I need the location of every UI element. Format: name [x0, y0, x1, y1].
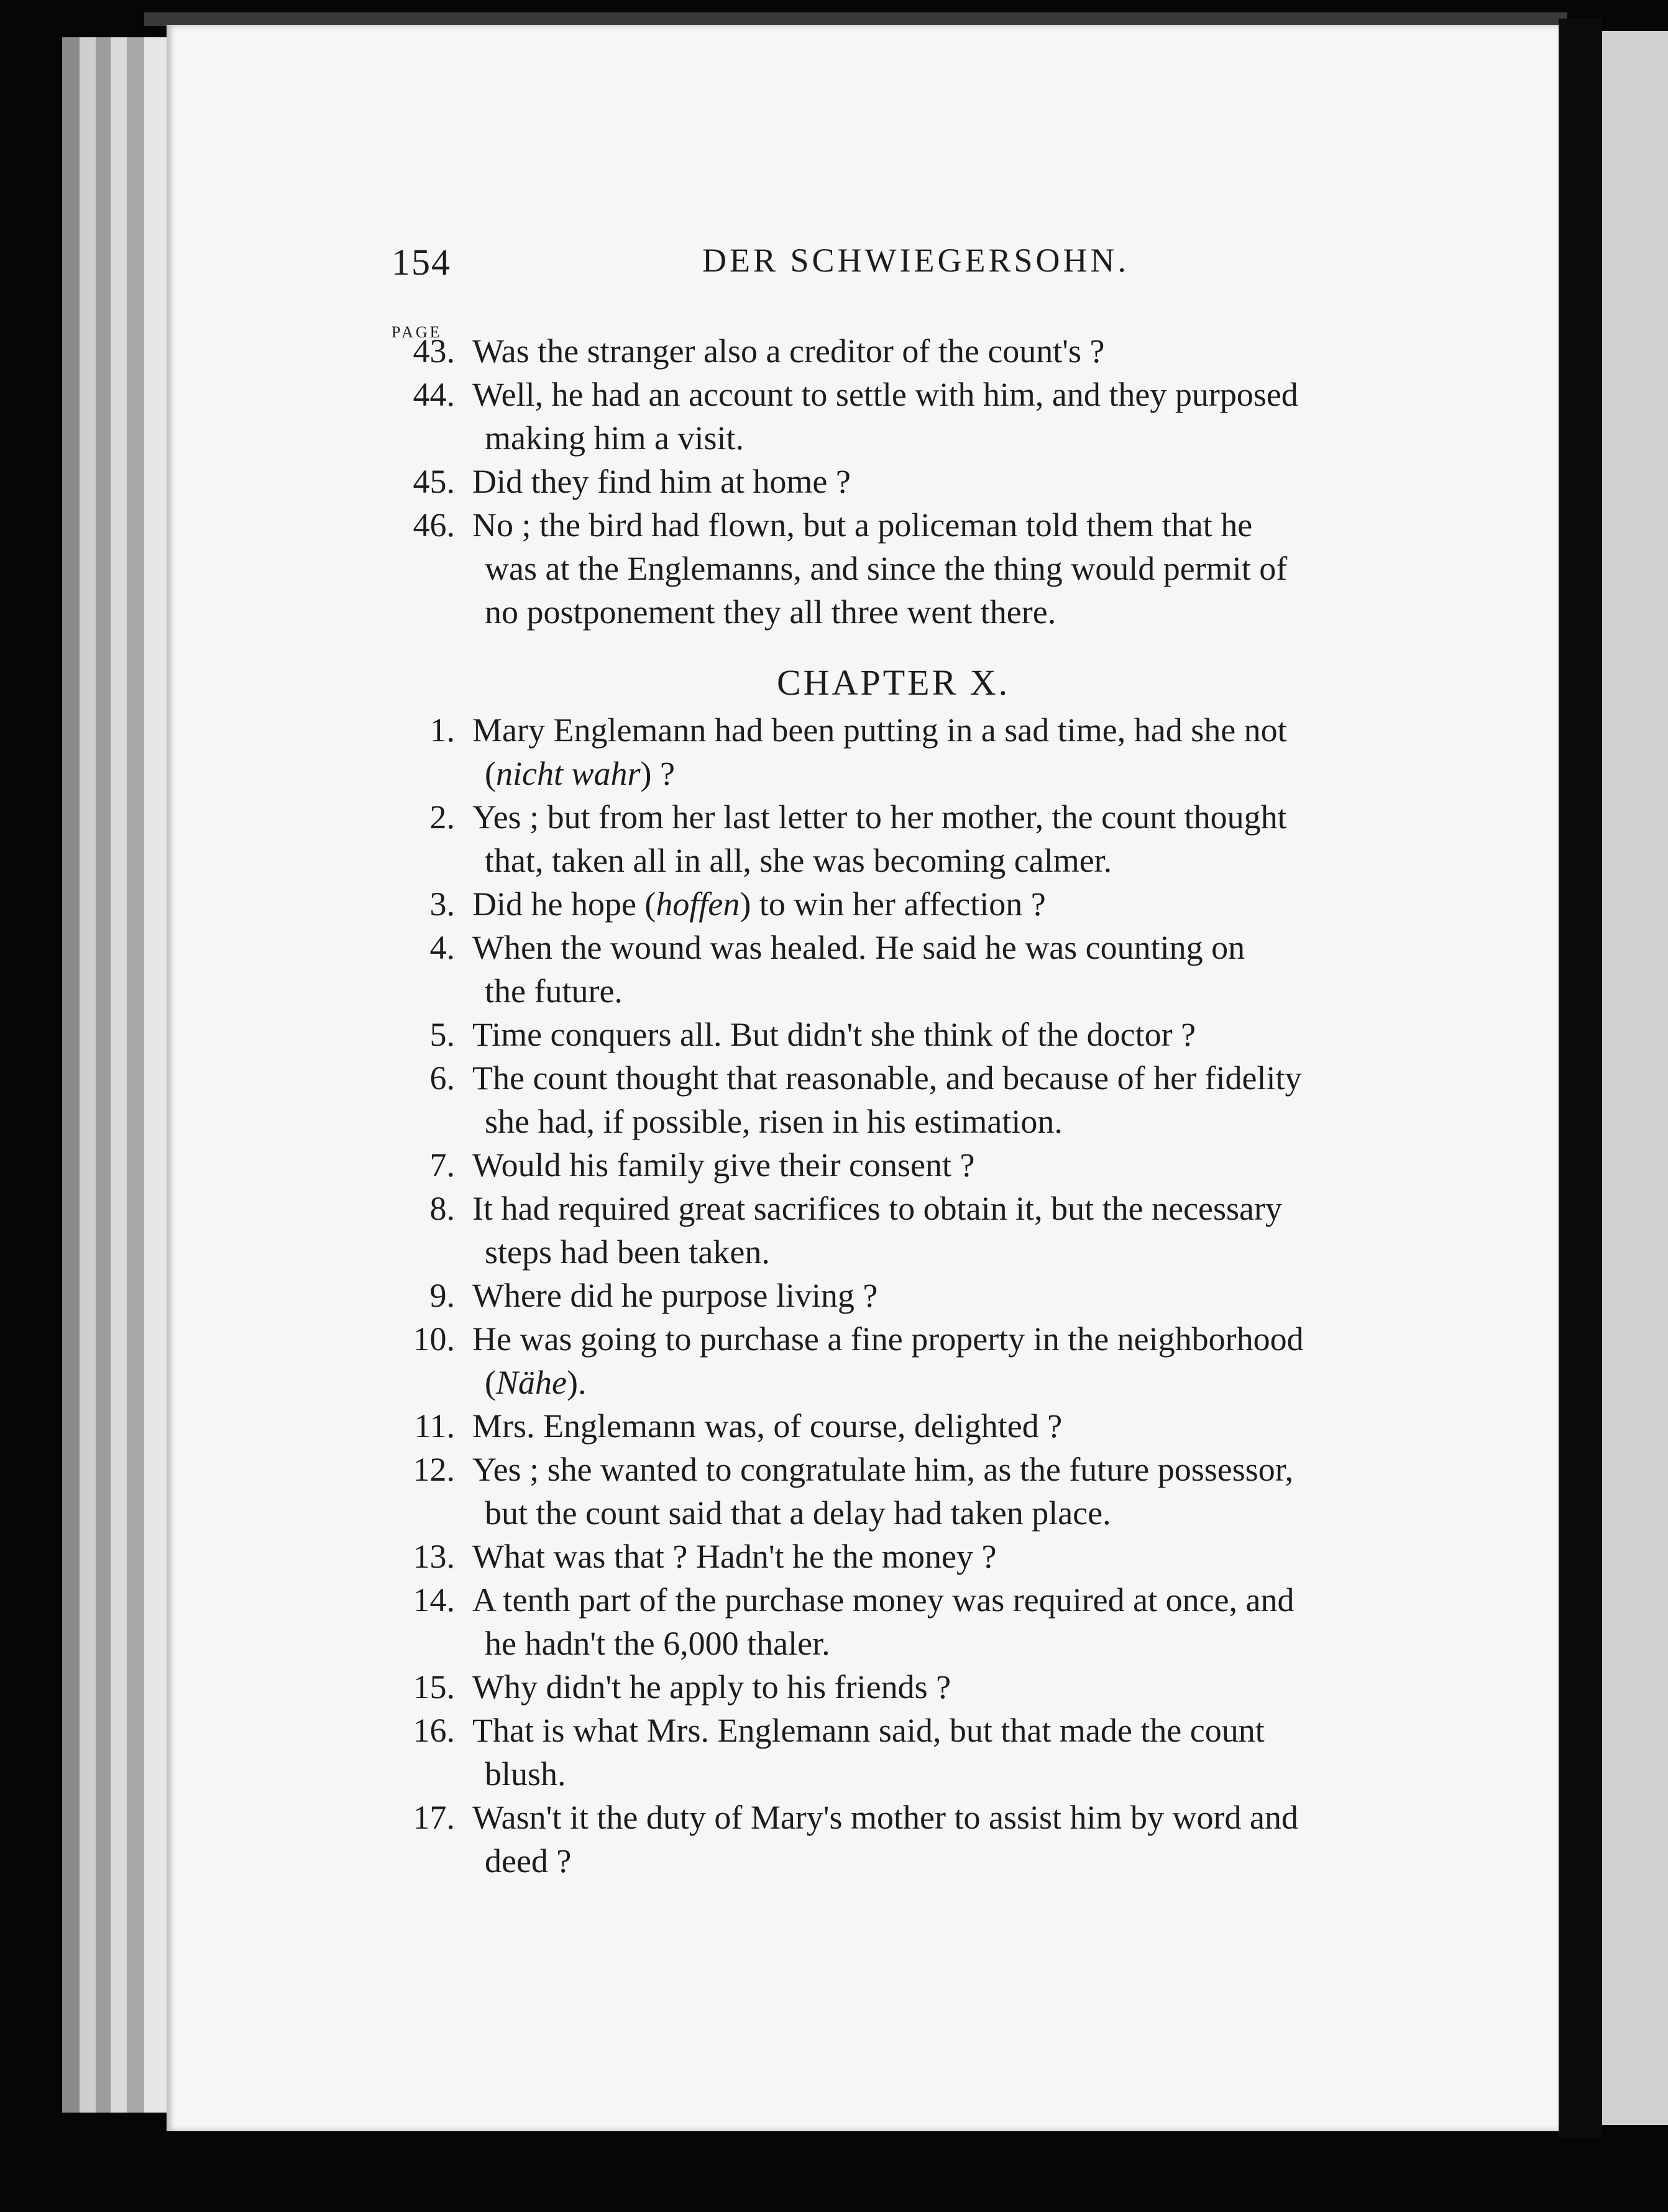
- item-continuation: no postponement they all three went there.: [485, 593, 1056, 631]
- chapter-heading: CHAPTER X.: [777, 662, 1010, 703]
- item-text: When the wound was healed. He said he was counting on: [472, 929, 1245, 966]
- list-item: [385, 1143, 974, 1187]
- german-term: nicht wahr: [495, 755, 641, 792]
- german-term: Nähe: [495, 1364, 567, 1401]
- page-edge: [111, 37, 127, 2113]
- cont-text: (: [485, 1364, 496, 1401]
- list-item: [385, 1796, 1298, 1883]
- item-number: 1.: [429, 711, 455, 749]
- list-item: [385, 1535, 996, 1578]
- item-number: 5.: [429, 1016, 455, 1053]
- item-text: What was that ? Hadn't he the money ?: [472, 1538, 997, 1575]
- item-continuation: [385, 752, 1287, 795]
- item-number: 43.: [413, 332, 455, 370]
- item-text: Well, he had an account to settle with him, and they purposed: [472, 376, 1298, 413]
- item-text: Was the stranger also a creditor of the count's ?: [472, 332, 1105, 370]
- cont-text: (: [485, 755, 496, 792]
- page-edge: [80, 37, 96, 2113]
- item-number: 17.: [413, 1799, 455, 1836]
- page-edge: [144, 37, 167, 2113]
- list-item: [385, 708, 1287, 795]
- cont-text: ) ?: [640, 755, 675, 792]
- page-gutter: [1559, 19, 1602, 2137]
- item-number: 46.: [413, 506, 455, 544]
- cont-text: ).: [566, 1364, 587, 1401]
- running-title: DER SCHWIEGERSOHN.: [702, 242, 1130, 279]
- item-continuation: she had, if possible, risen in his estimation.: [485, 1103, 1063, 1140]
- list-item: [385, 1709, 1265, 1796]
- binding-shadow: [144, 12, 1567, 26]
- list-item: [385, 329, 1105, 373]
- page-edge: [62, 37, 80, 2113]
- item-number: 15.: [413, 1668, 455, 1706]
- item-number: 7.: [429, 1146, 455, 1184]
- item-number: 44.: [413, 376, 455, 413]
- list-item: [385, 1056, 1302, 1143]
- item-text: Did they find him at home ?: [472, 463, 851, 500]
- item-number: 9.: [429, 1277, 455, 1314]
- item-number: 11.: [414, 1407, 455, 1445]
- list-item: [385, 1404, 1062, 1448]
- item-text: Why didn't he apply to his friends ?: [472, 1668, 951, 1706]
- list-item: [385, 795, 1287, 882]
- item-number: 3.: [429, 885, 455, 923]
- item-text: The count thought that reasonable, and because of her fidelity: [472, 1059, 1302, 1097]
- item-continuation: blush.: [485, 1755, 566, 1793]
- item-text: Would his family give their consent ?: [472, 1146, 975, 1184]
- item-text: Wasn't it the duty of Mary's mother to assist him by word and: [472, 1799, 1298, 1836]
- item-number: 2.: [429, 798, 455, 836]
- list-item: [385, 373, 1298, 460]
- item-text: That is what Mrs. Englemann said, but that made the count: [472, 1712, 1265, 1749]
- german-term: hoffen: [656, 885, 740, 923]
- item-continuation: making him a visit.: [485, 419, 744, 457]
- list-item: [385, 882, 1046, 926]
- item-number: 6.: [429, 1059, 455, 1097]
- list-item: [385, 1448, 1293, 1535]
- list-item: [385, 1665, 951, 1709]
- item-text: Yes ; but from her last letter to her mother, the count thought: [472, 798, 1287, 836]
- item-text: ) to win her affection ?: [740, 885, 1046, 923]
- item-continuation: but the count said that a delay had taken place.: [485, 1494, 1111, 1532]
- item-text: Did he hope (: [472, 885, 656, 923]
- list-item: [385, 1013, 1196, 1056]
- item-text: It had required great sacrifices to obtain it, but the necessary: [472, 1190, 1282, 1227]
- list-item: [385, 1274, 878, 1317]
- item-continuation: [385, 1361, 1304, 1404]
- item-continuation: steps had been taken.: [485, 1233, 770, 1271]
- item-text: Yes ; she wanted to congratulate him, as the future possessor,: [472, 1451, 1294, 1488]
- item-number: 4.: [429, 929, 455, 966]
- item-text: A tenth part of the purchase money was required at once, and: [472, 1581, 1295, 1619]
- item-number: 8.: [429, 1190, 455, 1227]
- facing-page-edge: [1602, 31, 1668, 2125]
- item-continuation: was at the Englemanns, and since the thing would permit of: [485, 550, 1288, 587]
- item-text: He was going to purchase a fine property in the neighborhood: [472, 1320, 1304, 1358]
- list-item: [385, 1317, 1304, 1404]
- item-text: Time conquers all. But didn't she think of the doctor ?: [472, 1016, 1196, 1053]
- page-column-label: PAGE: [392, 323, 442, 341]
- item-continuation: deed ?: [485, 1842, 572, 1880]
- page-edge: [96, 37, 111, 2113]
- item-text: Mrs. Englemann was, of course, delighted ?: [472, 1407, 1063, 1445]
- item-continuation: the future.: [485, 972, 623, 1010]
- item-continuation: he hadn't the 6,000 thaler.: [485, 1625, 830, 1662]
- item-text: Where did he purpose living ?: [472, 1277, 878, 1314]
- list-item: [385, 926, 1245, 1013]
- item-text: No ; the bird had flown, but a policeman told them that he: [472, 506, 1253, 544]
- item-number: 45.: [413, 463, 455, 500]
- list-item: [385, 1187, 1282, 1274]
- item-number: 16.: [413, 1712, 455, 1749]
- item-text: Mary Englemann had been putting in a sad time, had she not: [472, 711, 1287, 749]
- item-number: 12.: [413, 1451, 455, 1488]
- item-number: 14.: [413, 1581, 455, 1619]
- item-number: 13.: [413, 1538, 455, 1575]
- page-number: 154: [392, 242, 451, 283]
- list-item: [385, 503, 1287, 634]
- item-number: 10.: [413, 1320, 455, 1358]
- list-item: [385, 1578, 1295, 1665]
- page-edge: [127, 37, 144, 2113]
- running-head: [392, 241, 1492, 291]
- list-item: [385, 460, 851, 503]
- item-continuation: that, taken all in all, she was becoming calmer.: [485, 842, 1112, 879]
